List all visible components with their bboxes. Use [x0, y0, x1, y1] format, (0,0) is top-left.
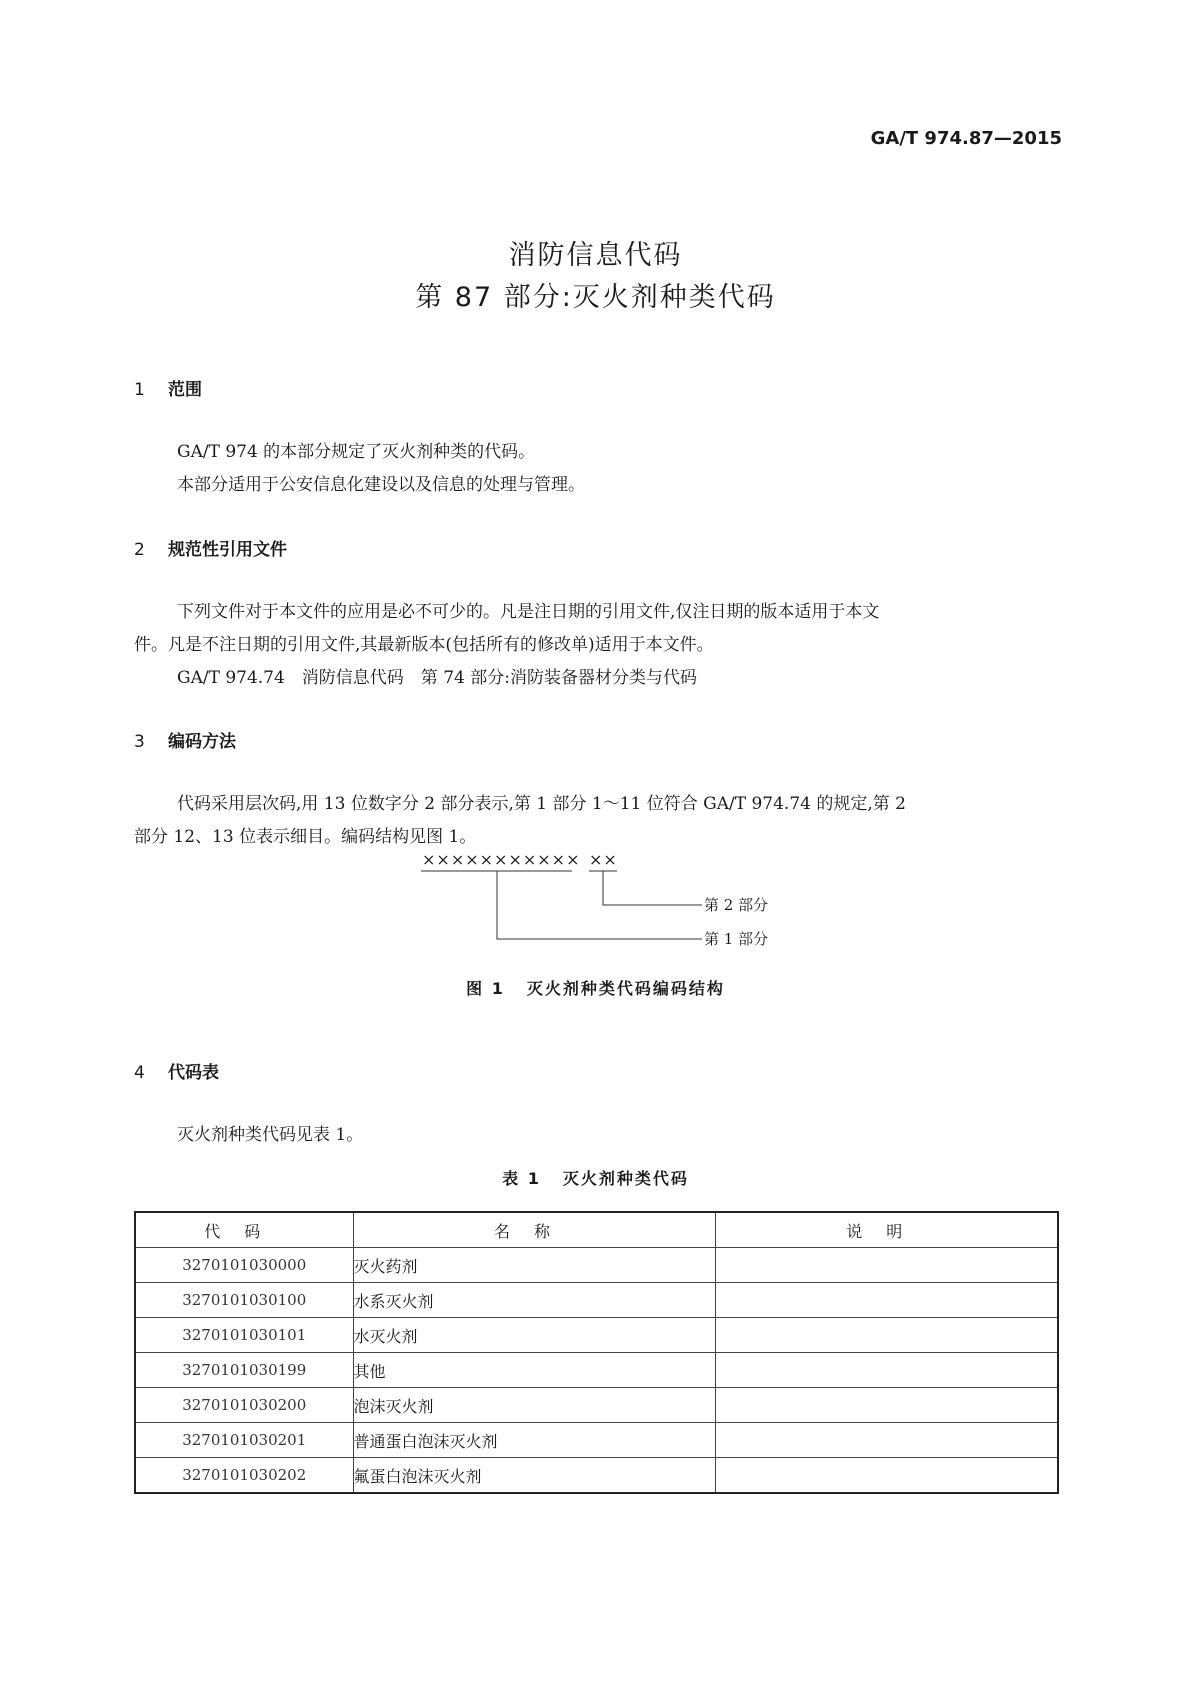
part-2-leader [603, 871, 702, 905]
cell-description [715, 1388, 1058, 1423]
table-caption-text: 灭火剂种类代码 [562, 1169, 689, 1188]
cell-name: 泡沫灭火剂 [353, 1388, 715, 1423]
figure-number: 图 1 [466, 979, 505, 998]
cell-code: 3270101030200 [135, 1388, 353, 1423]
section-3-para-1b: 部分 12、13 位表示细目。编码结构见图 1。 [134, 827, 477, 847]
section-2-reference: GA/T 974.74 消防信息代码 第 74 部分:消防装备器材分类与代码 [177, 668, 697, 688]
table-row [135, 1388, 1058, 1423]
table-row [135, 1318, 1058, 1353]
table-caption [0, 1166, 1191, 1189]
section-2-para-1b: 件。凡是不注日期的引用文件,其最新版本(包括所有的修改单)适用于本文件。 [134, 635, 714, 655]
table-number: 表 1 [502, 1169, 541, 1188]
cell-code: 3270101030199 [135, 1353, 353, 1388]
table-row [135, 1458, 1058, 1494]
section-4-para-1: 灭火剂种类代码见表 1。 [177, 1125, 364, 1145]
section-title: 规范性引用文件 [168, 540, 287, 560]
cell-name: 普通蛋白泡沫灭火剂 [353, 1423, 715, 1458]
cell-code: 3270101030201 [135, 1423, 353, 1458]
title-line-2: 第 87 部分:灭火剂种类代码 [415, 282, 776, 313]
code-part-2-placeholder: ×× [589, 850, 618, 869]
code-table [134, 1211, 1059, 1494]
figure-caption-text: 灭火剂种类代码编码结构 [526, 979, 725, 998]
standard-number: GA/T 974.87—2015 [870, 128, 1062, 149]
label-part-1: 第 1 部分 [704, 930, 769, 948]
table-row [135, 1283, 1058, 1318]
title-line-1: 消防信息代码 [508, 240, 683, 271]
column-header-code: 代码 [135, 1212, 353, 1248]
cell-name: 水系灭火剂 [353, 1283, 715, 1318]
section-number: 2 [134, 540, 145, 560]
column-header-name: 名称 [353, 1212, 715, 1248]
section-1-para-1: GA/T 974 的本部分规定了灭火剂种类的代码。 [177, 442, 536, 462]
section-3-para-1a: 代码采用层次码,用 13 位数字分 2 部分表示,第 1 部分 1～11 位符合 GA/T 974.74 的规定,第 2 [177, 794, 906, 814]
cell-description [715, 1353, 1058, 1388]
cell-name: 其他 [353, 1353, 715, 1388]
section-title: 编码方法 [168, 732, 236, 752]
section-title: 范围 [168, 380, 202, 400]
table-header-row [135, 1212, 1058, 1248]
cell-code: 3270101030100 [135, 1283, 353, 1318]
cell-code: 3270101030101 [135, 1318, 353, 1353]
cell-description [715, 1423, 1058, 1458]
section-number: 1 [134, 380, 145, 400]
section-1-para-2: 本部分适用于公安信息化建设以及信息的处理与管理。 [177, 475, 585, 495]
section-number: 3 [134, 732, 145, 752]
table-row [135, 1353, 1058, 1388]
cell-name: 灭火药剂 [353, 1248, 715, 1283]
column-header-description: 说明 [715, 1212, 1058, 1248]
section-2-para-1a: 下列文件对于本文件的应用是必不可少的。凡是注日期的引用文件,仅注日期的版本适用于本文 [177, 602, 880, 622]
cell-description [715, 1248, 1058, 1283]
cell-name: 水灭火剂 [353, 1318, 715, 1353]
figure-caption [0, 976, 1191, 999]
section-title: 代码表 [168, 1063, 219, 1083]
section-number: 4 [134, 1063, 145, 1083]
cell-code: 3270101030000 [135, 1248, 353, 1283]
table-row [135, 1423, 1058, 1458]
code-part-1-placeholder: ××××××××××× [422, 850, 581, 869]
label-part-2: 第 2 部分 [704, 896, 769, 914]
cell-description [715, 1458, 1058, 1494]
cell-description [715, 1318, 1058, 1353]
cell-description [715, 1283, 1058, 1318]
cell-code: 3270101030202 [135, 1458, 353, 1494]
cell-name: 氟蛋白泡沫灭火剂 [353, 1458, 715, 1494]
table-row [135, 1248, 1058, 1283]
section-4-heading [134, 1058, 219, 1083]
